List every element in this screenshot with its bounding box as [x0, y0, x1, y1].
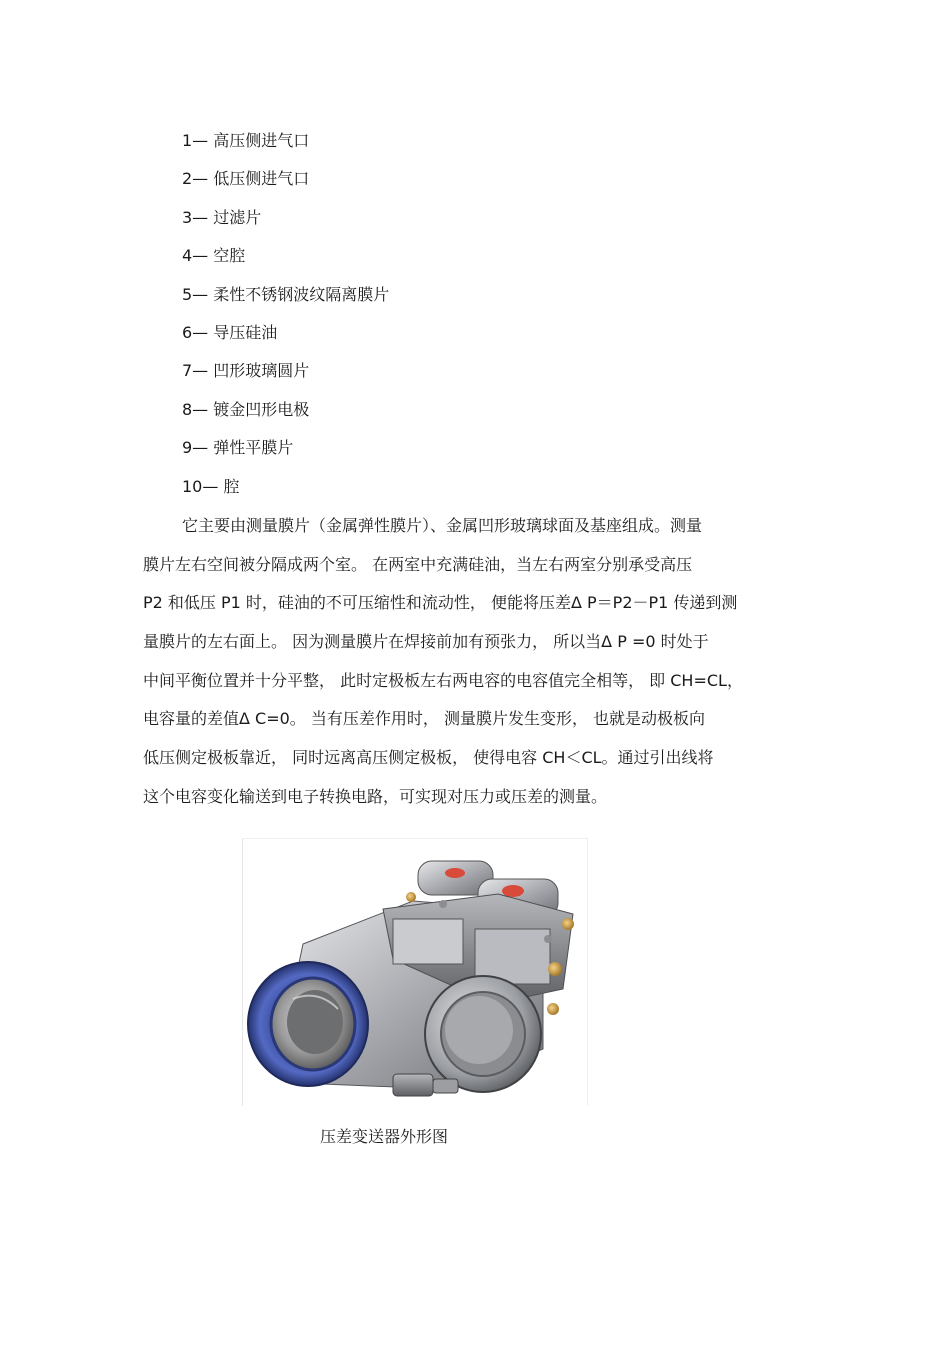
component-legend-list [182, 126, 389, 510]
legend-item: 6— 导压硅油 [182, 322, 278, 342]
legend-item: 3— 过滤片 [182, 207, 262, 227]
paragraph-line: 膜片左右空间被分隔成两个室。 在两室中充满硅油，当左右两室分别承受高压 [143, 554, 693, 574]
figure-caption: 压差变送器外形图 [320, 1127, 449, 1146]
paragraph-line: 这个电容变化输送到电子转换电路，可实现对压力或压差的测量。 [143, 786, 608, 806]
transmitter-photo [242, 838, 588, 1106]
legend-item: 9— 弹性平膜片 [182, 438, 294, 458]
pressure-transmitter-illustration [243, 839, 587, 1105]
paragraph-line: 量膜片的左右面上。 因为测量膜片在焊接前加有预张力， 所以当Δ P =0 时处于 [143, 632, 709, 652]
legend-item: 8— 镀金凹形电极 [182, 399, 310, 419]
legend-item: 7— 凹形玻璃圆片 [182, 361, 310, 381]
paragraph-line: 它主要由测量膜片（金属弹性膜片）、金属凹形玻璃球面及基座组成。测量 [182, 516, 703, 535]
legend-item: 10— 腔 [182, 476, 240, 496]
legend-item: 1— 高压侧进气口 [182, 131, 310, 150]
paragraph-line: 低压侧定极板靠近， 同时远离高压侧定极板， 使得电容 CH＜CL。通过引出线将 [143, 748, 714, 768]
legend-item: 4— 空腔 [182, 246, 246, 266]
body-paragraph [143, 509, 808, 819]
paragraph-line: 中间平衡位置并十分平整， 此时定极板左右两电容的电容值完全相等， 即 CH=CL， [143, 670, 743, 690]
legend-item: 5— 柔性不锈钢波纹隔离膜片 [182, 284, 390, 304]
paragraph-line: P2 和低压 P1 时，硅油的不可压缩性和流动性， 便能将压差Δ P＝P2－P1 传递到测 [143, 593, 738, 613]
legend-item: 2— 低压侧进气口 [182, 169, 310, 189]
paragraph-line: 电容量的差值Δ C=0。 当有压差作用时， 测量膜片发生变形， 也就是动极板向 [143, 709, 706, 729]
